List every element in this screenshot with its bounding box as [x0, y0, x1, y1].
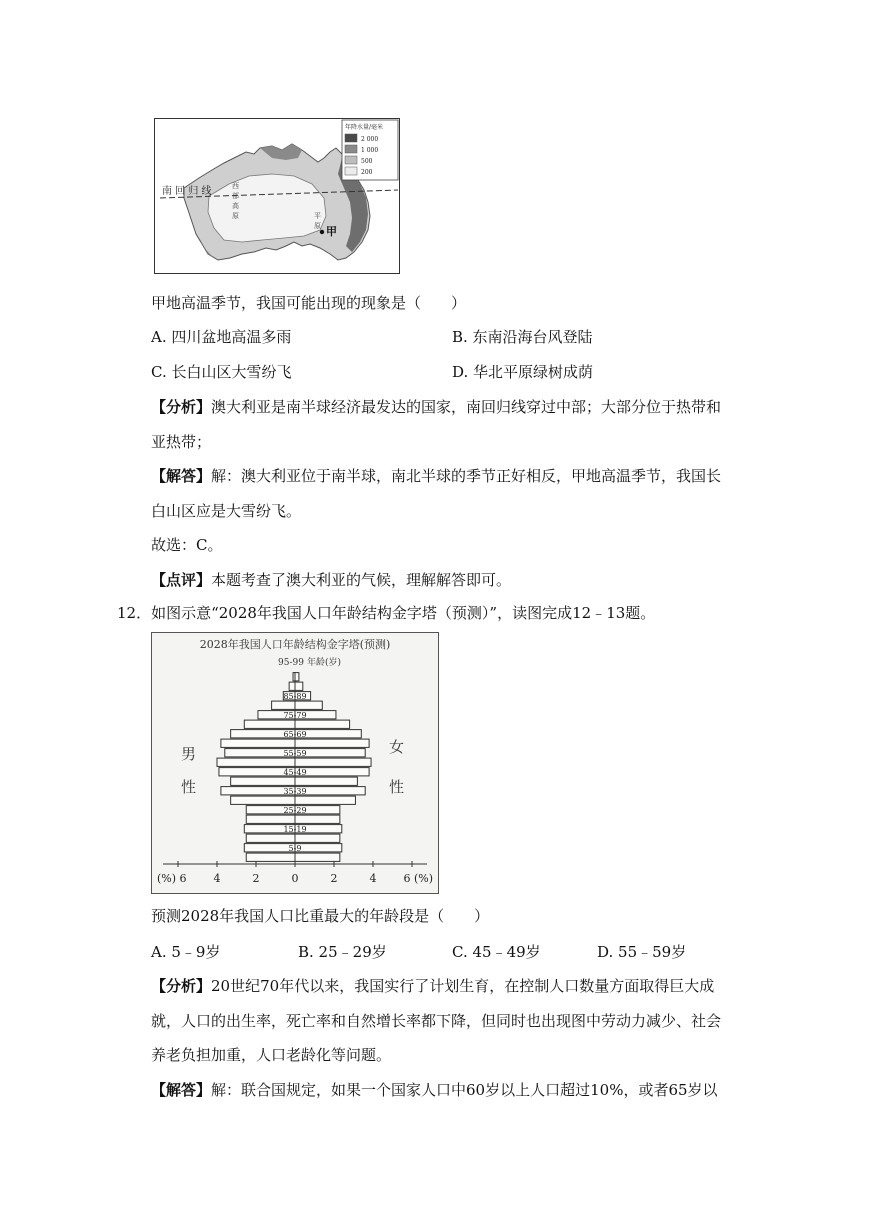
q12-analysis-line-1: [151, 976, 714, 996]
q11-option-d: D. 华北平原绿树成荫: [452, 363, 594, 381]
male-label-1: 男: [181, 745, 197, 763]
x-tick-label: 2: [330, 872, 338, 885]
legend-swatch: [345, 167, 357, 175]
plain-label-1: 平: [314, 212, 321, 220]
plain-label-2: 原: [314, 222, 321, 230]
bar-male-60-64: [221, 739, 295, 747]
q11-analysis-line-1: [151, 397, 721, 417]
bar-female-80-84: [295, 701, 322, 709]
age-label-25-29: 25-29: [283, 805, 307, 815]
age-label-35-39: 35-39: [283, 786, 307, 796]
point-jia-marker: [320, 230, 324, 234]
q12-option-b: B. 25﹣29岁: [298, 943, 387, 961]
bar-female-30-34: [295, 796, 355, 804]
chart-title: 2028年我国人口年龄结构金字塔(预测): [199, 638, 391, 651]
q12-answer-line-1: [151, 1080, 718, 1100]
comment-tag: 【点评】: [151, 571, 212, 589]
bar-female-50-54: [295, 758, 371, 766]
age-label-55-59: 55-59: [283, 748, 307, 758]
bar-female-0-4: [295, 853, 340, 861]
q12-option-a: A. 5﹣9岁: [151, 943, 221, 961]
analysis-tag: 【分析】: [151, 977, 212, 995]
answer-tag: 【解答】: [151, 467, 212, 485]
x-tick-label: 4: [369, 872, 377, 885]
bar-male-0-4: [246, 853, 295, 861]
bar-male-50-54: [217, 758, 295, 766]
pyramid-age-labels: [283, 692, 306, 853]
plateau-label-4: 原: [232, 212, 239, 220]
top-age-label: 95-99: [278, 658, 304, 668]
bar-female-20-24: [295, 815, 340, 823]
bar-female-90-94: [295, 682, 303, 690]
y-axis-label: 年龄(岁): [307, 658, 342, 668]
plateau-label-2: 部: [232, 192, 239, 200]
x-tick-label: 6 (%): [403, 872, 433, 885]
bar-male-20-24: [246, 815, 295, 823]
q11-comment: [151, 570, 511, 590]
bar-female-95-99: [295, 673, 299, 681]
comment-text: 本题考查了澳大利亚的气候，理解解答即可。: [211, 571, 512, 589]
q12-option-c: C. 45﹣49岁: [452, 943, 541, 961]
q11-option-c: C. 长白山区大雪纷飞: [151, 363, 292, 381]
analysis-text: 20世纪70年代以来，我国实行了计划生育，在控制人口数量方面取得巨大成: [211, 977, 715, 995]
bar-male-10-14: [246, 834, 295, 842]
legend-swatch: [345, 156, 357, 164]
age-label-5-9: 5-9: [288, 843, 302, 853]
population-pyramid-chart: [151, 632, 439, 894]
x-tick-label: 4: [213, 872, 221, 885]
q11-option-a: A. 四川盆地高温多雨: [151, 328, 292, 346]
answer-text: 解：澳大利亚位于南半球，南北半球的季节正好相反，甲地高温季节，我国长: [211, 467, 722, 485]
analysis-text: 澳大利亚是南半球经济最发达的国家，南回归线穿过中部；大部分位于热带和: [211, 398, 722, 416]
q11-option-b: B. 东南沿海台风登陆: [452, 328, 593, 346]
bar-male-90-94: [289, 682, 295, 690]
australia-precipitation-map: [154, 118, 400, 274]
tropic-label: 南 回 归 线: [162, 186, 212, 197]
female-label-2: 性: [389, 778, 405, 796]
bar-female-70-74: [295, 720, 350, 728]
q11-answer-line-2: 白山区应是大雪纷飞。: [151, 502, 302, 520]
bar-male-80-84: [272, 701, 295, 709]
x-tick-label: 2: [252, 872, 260, 885]
legend-title: 年降水量/毫米: [345, 124, 384, 131]
answer-text: 解：联合国规定，如果一个国家人口中60岁以上人口超过10%，或者65岁以: [211, 1081, 718, 1099]
bar-male-70-74: [244, 720, 295, 728]
q12-analysis-line-2: 就，人口的出生率，死亡率和自然增长率都下降，但同时也出现图中劳动力减少、社会: [151, 1012, 722, 1030]
q11-choice: 故选：C。: [151, 536, 223, 554]
q11-answer-line-1: [151, 466, 721, 486]
x-tick-label: (%) 6: [157, 872, 187, 885]
legend-swatch: [345, 145, 357, 153]
analysis-tag: 【分析】: [151, 398, 212, 416]
bar-female-40-44: [295, 777, 357, 785]
q11-stem: 甲地高温季节，我国可能出现的现象是（ ）: [151, 294, 467, 312]
q12-option-d: D. 55﹣59岁: [597, 943, 687, 961]
legend-label: 500: [361, 158, 373, 165]
legend-label: 2 000: [361, 136, 379, 143]
bar-male-30-34: [231, 796, 295, 804]
bar-female-10-14: [295, 834, 340, 842]
male-label-2: 性: [181, 778, 197, 796]
q12-heading: 12．如图示意“2028年我国人口年龄结构金字塔（预测）”，读图完成12﹣13题。: [117, 604, 656, 622]
legend-label: 200: [361, 169, 373, 176]
bar-female-60-64: [295, 739, 369, 747]
q11-analysis-line-2: 亚热带；: [151, 433, 212, 451]
age-label-45-49: 45-49: [283, 767, 307, 777]
age-label-65-69: 65-69: [283, 729, 307, 739]
age-label-15-19: 15-19: [283, 824, 307, 834]
plateau-label-1: 西: [232, 182, 239, 190]
bar-male-40-44: [231, 777, 295, 785]
bar-female-5-9: [295, 844, 342, 852]
legend-label: 1 000: [361, 147, 379, 154]
x-tick-label: 0: [291, 872, 299, 885]
plateau-label-3: 高: [232, 202, 239, 210]
bar-male-5-9: [244, 844, 295, 852]
answer-tag: 【解答】: [151, 1081, 212, 1099]
age-label-75-79: 75-79: [283, 710, 307, 720]
legend-swatch: [345, 134, 357, 142]
point-jia-label: 甲: [326, 225, 337, 238]
female-label-1: 女: [389, 738, 405, 756]
age-label-85-89: 85-89: [283, 691, 307, 701]
q12-analysis-line-3: 养老负担加重，人口老龄化等问题。: [151, 1046, 392, 1064]
q12-stem: 预测2028年我国人口比重最大的年龄段是（ ）: [151, 907, 490, 925]
